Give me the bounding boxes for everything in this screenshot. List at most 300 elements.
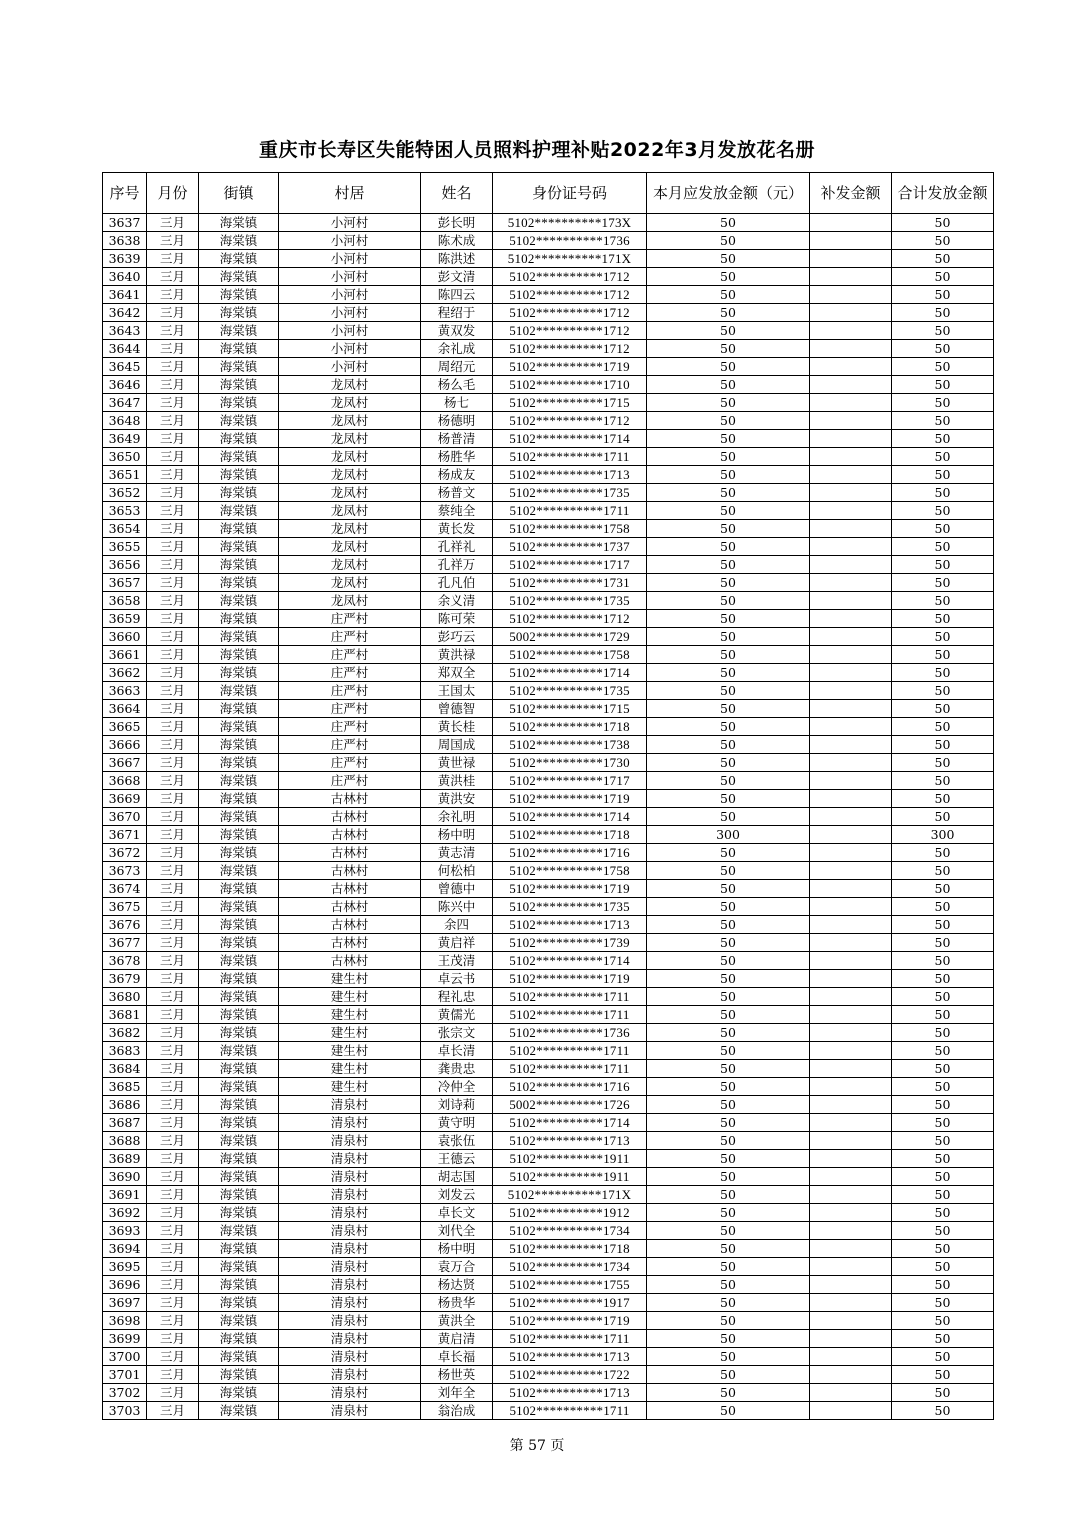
id-number-cell: 5102**********1758 [493,646,647,664]
village-cell: 清泉村 [279,1150,421,1168]
village-cell: 古林村 [279,952,421,970]
month-cell: 三月 [147,1402,199,1420]
village-cell: 小河村 [279,340,421,358]
village-cell: 古林村 [279,826,421,844]
seq-cell: 3644 [103,340,147,358]
seq-cell: 3686 [103,1096,147,1114]
name-cell: 杨中明 [421,1240,493,1258]
id-number-cell: 5102**********1711 [493,1330,647,1348]
town-cell: 海棠镇 [199,898,279,916]
village-cell: 建生村 [279,988,421,1006]
name-cell: 黄世禄 [421,754,493,772]
table-row [103,304,994,322]
name-cell: 陈洪述 [421,250,493,268]
total-cell: 50 [892,430,994,448]
amount-cell: 50 [647,1222,810,1240]
id-number-cell: 5102**********1711 [493,1006,647,1024]
village-cell: 清泉村 [279,1132,421,1150]
id-number-cell: 5102**********1711 [493,1060,647,1078]
id-number-cell: 5102**********1911 [493,1150,647,1168]
amount-cell: 50 [647,214,810,232]
supplement-cell [810,376,892,394]
total-cell: 50 [892,1186,994,1204]
table-row [103,1150,994,1168]
name-cell: 杨普文 [421,484,493,502]
name-cell: 陈四云 [421,286,493,304]
amount-cell: 50 [647,952,810,970]
table-row [103,286,994,304]
town-cell: 海棠镇 [199,1024,279,1042]
village-cell: 清泉村 [279,1348,421,1366]
town-cell: 海棠镇 [199,1006,279,1024]
seq-cell: 3689 [103,1150,147,1168]
table-row [103,430,994,448]
village-cell: 清泉村 [279,1384,421,1402]
seq-cell: 3662 [103,664,147,682]
town-cell: 海棠镇 [199,538,279,556]
seq-cell: 3657 [103,574,147,592]
amount-cell: 50 [647,394,810,412]
table-row [103,844,994,862]
town-cell: 海棠镇 [199,736,279,754]
table-row [103,628,994,646]
id-number-cell: 5102**********1917 [493,1294,647,1312]
name-cell: 程绍于 [421,304,493,322]
name-cell: 杨么毛 [421,376,493,394]
supplement-cell [810,1078,892,1096]
amount-cell: 50 [647,628,810,646]
month-cell: 三月 [147,610,199,628]
seq-cell: 3685 [103,1078,147,1096]
amount-cell: 50 [647,1240,810,1258]
id-number-cell: 5102**********1712 [493,610,647,628]
total-cell: 50 [892,574,994,592]
supplement-cell [810,1348,892,1366]
total-cell: 50 [892,1222,994,1240]
month-cell: 三月 [147,754,199,772]
town-cell: 海棠镇 [199,286,279,304]
town-cell: 海棠镇 [199,448,279,466]
name-cell: 王国太 [421,682,493,700]
village-cell: 庄严村 [279,736,421,754]
table-row [103,1186,994,1204]
month-cell: 三月 [147,520,199,538]
total-cell: 50 [892,952,994,970]
name-cell: 孔祥万 [421,556,493,574]
month-cell: 三月 [147,700,199,718]
town-cell: 海棠镇 [199,556,279,574]
id-number-cell: 5102**********1713 [493,1348,647,1366]
total-cell: 50 [892,1132,994,1150]
header-id-number: 身份证号码 [493,173,647,214]
seq-cell: 3664 [103,700,147,718]
supplement-cell [810,718,892,736]
seq-cell: 3642 [103,304,147,322]
total-cell: 50 [892,412,994,430]
town-cell: 海棠镇 [199,250,279,268]
table-row [103,448,994,466]
village-cell: 龙凤村 [279,574,421,592]
table-row [103,1024,994,1042]
amount-cell: 50 [647,592,810,610]
seq-cell: 3659 [103,610,147,628]
supplement-cell [810,268,892,286]
village-cell: 清泉村 [279,1366,421,1384]
village-cell: 清泉村 [279,1258,421,1276]
page-title: 重庆市长寿区失能特困人员照料护理补贴2022年3月发放花名册 [258,139,816,161]
id-number-cell: 5102**********1735 [493,592,647,610]
seq-cell: 3681 [103,1006,147,1024]
town-cell: 海棠镇 [199,268,279,286]
seq-cell: 3668 [103,772,147,790]
id-number-cell: 5102**********1718 [493,1240,647,1258]
supplement-cell [810,1204,892,1222]
village-cell: 龙凤村 [279,448,421,466]
total-cell: 50 [892,1168,994,1186]
seq-cell: 3660 [103,628,147,646]
name-cell: 孔祥礼 [421,538,493,556]
town-cell: 海棠镇 [199,916,279,934]
village-cell: 古林村 [279,898,421,916]
supplement-cell [810,844,892,862]
id-number-cell: 5102**********1758 [493,862,647,880]
town-cell: 海棠镇 [199,376,279,394]
id-number-cell: 5102**********1736 [493,1024,647,1042]
town-cell: 海棠镇 [199,1348,279,1366]
amount-cell: 50 [647,610,810,628]
town-cell: 海棠镇 [199,664,279,682]
month-cell: 三月 [147,1240,199,1258]
amount-cell: 50 [647,358,810,376]
name-cell: 黄长发 [421,520,493,538]
town-cell: 海棠镇 [199,754,279,772]
supplement-cell [810,322,892,340]
village-cell: 清泉村 [279,1168,421,1186]
name-cell: 黄洪全 [421,1312,493,1330]
town-cell: 海棠镇 [199,808,279,826]
village-cell: 古林村 [279,844,421,862]
id-number-cell: 5102**********1734 [493,1222,647,1240]
table-row [103,1402,994,1420]
town-cell: 海棠镇 [199,484,279,502]
month-cell: 三月 [147,916,199,934]
amount-cell: 50 [647,502,810,520]
total-cell: 50 [892,268,994,286]
table-row [103,574,994,592]
total-cell: 50 [892,970,994,988]
total-cell: 50 [892,700,994,718]
supplement-cell [810,340,892,358]
supplement-cell [810,574,892,592]
amount-cell: 50 [647,1258,810,1276]
name-cell: 张宗文 [421,1024,493,1042]
name-cell: 袁张伍 [421,1132,493,1150]
amount-cell: 50 [647,1402,810,1420]
id-number-cell: 5102**********1718 [493,718,647,736]
village-cell: 清泉村 [279,1222,421,1240]
supplement-cell [810,358,892,376]
village-cell: 龙凤村 [279,394,421,412]
supplement-cell [810,466,892,484]
table-row [103,1096,994,1114]
amount-cell: 50 [647,1294,810,1312]
month-cell: 三月 [147,412,199,430]
month-cell: 三月 [147,1060,199,1078]
table-row [103,754,994,772]
town-cell: 海棠镇 [199,1276,279,1294]
town-cell: 海棠镇 [199,1186,279,1204]
name-cell: 黄守明 [421,1114,493,1132]
amount-cell: 50 [647,1096,810,1114]
month-cell: 三月 [147,790,199,808]
id-number-cell: 5102**********1912 [493,1204,647,1222]
total-cell: 50 [892,1006,994,1024]
id-number-cell: 5102**********1712 [493,412,647,430]
village-cell: 庄严村 [279,682,421,700]
town-cell: 海棠镇 [199,1078,279,1096]
month-cell: 三月 [147,250,199,268]
total-cell: 50 [892,304,994,322]
seq-cell: 3653 [103,502,147,520]
header-town: 街镇 [199,173,279,214]
total-cell: 50 [892,880,994,898]
id-number-cell: 5102**********1739 [493,934,647,952]
seq-cell: 3692 [103,1204,147,1222]
supplement-cell [810,286,892,304]
name-cell: 陈术成 [421,232,493,250]
name-cell: 彭巧云 [421,628,493,646]
total-cell: 50 [892,790,994,808]
supplement-cell [810,736,892,754]
village-cell: 龙凤村 [279,376,421,394]
town-cell: 海棠镇 [199,1384,279,1402]
id-number-cell: 5102**********1710 [493,376,647,394]
amount-cell: 50 [647,376,810,394]
supplement-cell [810,1294,892,1312]
village-cell: 庄严村 [279,700,421,718]
town-cell: 海棠镇 [199,1132,279,1150]
supplement-cell [810,808,892,826]
table-row [103,232,994,250]
total-cell: 50 [892,1042,994,1060]
table-row [103,1168,994,1186]
seq-cell: 3672 [103,844,147,862]
total-cell: 50 [892,1384,994,1402]
total-cell: 50 [892,592,994,610]
total-cell: 50 [892,754,994,772]
seq-cell: 3696 [103,1276,147,1294]
village-cell: 建生村 [279,1042,421,1060]
village-cell: 清泉村 [279,1312,421,1330]
village-cell: 小河村 [279,304,421,322]
village-cell: 庄严村 [279,628,421,646]
id-number-cell: 5102**********1717 [493,772,647,790]
total-cell: 50 [892,394,994,412]
village-cell: 建生村 [279,970,421,988]
amount-cell: 50 [647,448,810,466]
id-number-cell: 5102**********1730 [493,754,647,772]
village-cell: 庄严村 [279,772,421,790]
total-cell: 50 [892,1060,994,1078]
month-cell: 三月 [147,322,199,340]
amount-cell: 50 [647,268,810,286]
seq-cell: 3645 [103,358,147,376]
amount-cell: 50 [647,1006,810,1024]
table-row [103,1384,994,1402]
amount-cell: 50 [647,1366,810,1384]
village-cell: 清泉村 [279,1096,421,1114]
town-cell: 海棠镇 [199,646,279,664]
id-number-cell: 5102**********1737 [493,538,647,556]
town-cell: 海棠镇 [199,952,279,970]
town-cell: 海棠镇 [199,1060,279,1078]
amount-cell: 50 [647,556,810,574]
table-row [103,214,994,232]
town-cell: 海棠镇 [199,1168,279,1186]
amount-cell: 50 [647,934,810,952]
total-cell: 50 [892,736,994,754]
name-cell: 冷仲全 [421,1078,493,1096]
name-cell: 龚贵忠 [421,1060,493,1078]
table-row [103,718,994,736]
town-cell: 海棠镇 [199,1294,279,1312]
seq-cell: 3700 [103,1348,147,1366]
table-row [103,556,994,574]
table-row [103,988,994,1006]
table-row [103,898,994,916]
amount-cell: 50 [647,682,810,700]
seq-cell: 3675 [103,898,147,916]
header-total: 合计发放金额 [892,173,994,214]
town-cell: 海棠镇 [199,340,279,358]
seq-cell: 3702 [103,1384,147,1402]
name-cell: 王茂清 [421,952,493,970]
total-cell: 50 [892,862,994,880]
village-cell: 清泉村 [279,1114,421,1132]
month-cell: 三月 [147,502,199,520]
month-cell: 三月 [147,448,199,466]
seq-cell: 3688 [103,1132,147,1150]
id-number-cell: 5102**********1715 [493,700,647,718]
table-row [103,700,994,718]
amount-cell: 50 [647,322,810,340]
table-row [103,358,994,376]
town-cell: 海棠镇 [199,862,279,880]
town-cell: 海棠镇 [199,844,279,862]
village-cell: 清泉村 [279,1186,421,1204]
id-number-cell: 5102**********1717 [493,556,647,574]
total-cell: 300 [892,826,994,844]
seq-cell: 3648 [103,412,147,430]
amount-cell: 50 [647,232,810,250]
id-number-cell: 5102**********1714 [493,952,647,970]
seq-cell: 3649 [103,430,147,448]
table-row [103,466,994,484]
name-cell: 陈可荣 [421,610,493,628]
id-number-cell: 5102**********1713 [493,1132,647,1150]
town-cell: 海棠镇 [199,412,279,430]
name-cell: 杨七 [421,394,493,412]
month-cell: 三月 [147,1006,199,1024]
month-cell: 三月 [147,574,199,592]
amount-cell: 50 [647,1348,810,1366]
total-cell: 50 [892,808,994,826]
table-row [103,1366,994,1384]
name-cell: 杨普清 [421,430,493,448]
seq-cell: 3694 [103,1240,147,1258]
total-cell: 50 [892,1312,994,1330]
id-number-cell: 5102**********1758 [493,520,647,538]
name-cell: 黄儒光 [421,1006,493,1024]
supplement-cell [810,412,892,430]
town-cell: 海棠镇 [199,214,279,232]
name-cell: 黄志清 [421,844,493,862]
month-cell: 三月 [147,1114,199,1132]
supplement-cell [810,1186,892,1204]
total-cell: 50 [892,1096,994,1114]
amount-cell: 50 [647,304,810,322]
amount-cell: 50 [647,286,810,304]
seq-cell: 3655 [103,538,147,556]
town-cell: 海棠镇 [199,988,279,1006]
month-cell: 三月 [147,1312,199,1330]
id-number-cell: 5102**********1711 [493,448,647,466]
month-cell: 三月 [147,358,199,376]
name-cell: 彭长明 [421,214,493,232]
amount-cell: 50 [647,916,810,934]
seq-cell: 3656 [103,556,147,574]
table-row [103,376,994,394]
village-cell: 古林村 [279,880,421,898]
supplement-cell [810,1330,892,1348]
id-number-cell: 5102**********1712 [493,322,647,340]
supplement-cell [810,1402,892,1420]
name-cell: 卓长福 [421,1348,493,1366]
id-number-cell: 5102**********1719 [493,1312,647,1330]
amount-cell: 50 [647,880,810,898]
town-cell: 海棠镇 [199,628,279,646]
village-cell: 清泉村 [279,1402,421,1420]
village-cell: 建生村 [279,1006,421,1024]
table-row [103,1348,994,1366]
month-cell: 三月 [147,718,199,736]
total-cell: 50 [892,466,994,484]
id-number-cell: 5102**********1718 [493,826,647,844]
name-cell: 刘发云 [421,1186,493,1204]
seq-cell: 3638 [103,232,147,250]
supplement-cell [810,304,892,322]
amount-cell: 50 [647,412,810,430]
supplement-cell [810,520,892,538]
table-row [103,736,994,754]
seq-cell: 3646 [103,376,147,394]
name-cell: 卓云书 [421,970,493,988]
month-cell: 三月 [147,340,199,358]
town-cell: 海棠镇 [199,358,279,376]
table-row [103,1222,994,1240]
supplement-cell [810,1222,892,1240]
month-cell: 三月 [147,826,199,844]
amount-cell: 50 [647,790,810,808]
supplement-cell [810,1150,892,1168]
supplement-cell [810,934,892,952]
town-cell: 海棠镇 [199,610,279,628]
village-cell: 古林村 [279,862,421,880]
seq-cell: 3670 [103,808,147,826]
month-cell: 三月 [147,1294,199,1312]
month-cell: 三月 [147,232,199,250]
name-cell: 余义清 [421,592,493,610]
